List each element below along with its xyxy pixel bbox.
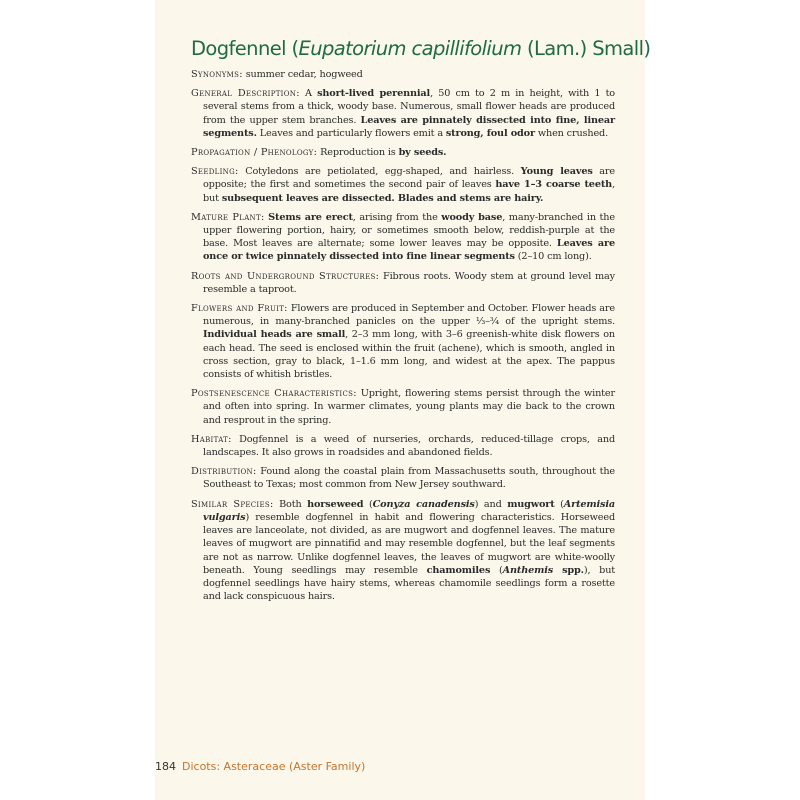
title-scientific-name: Eupatorium capillifolium [298, 37, 522, 60]
entry-emphasis: strong, foul odor [445, 127, 535, 139]
entry-text: Reproduction is [317, 147, 399, 159]
species-description [191, 68, 615, 609]
entry-text: Leaves and particularly flowers emit a [256, 127, 446, 139]
entry-mature-plant [191, 211, 615, 264]
entry-emphasis: woody base [441, 211, 503, 223]
entry-text: are opposite; the first and sometimes the second pair of leaves [203, 166, 615, 191]
title-authority: ( [521, 37, 535, 60]
page-number: 184 [155, 760, 176, 773]
title-common-name: Dogfennel ( [191, 37, 299, 60]
entry-text: ( [490, 564, 503, 576]
entry-postsenescence [191, 387, 615, 427]
entry-seedling [191, 165, 615, 205]
entry-text: ) resemble dogfennel in habit and flowering characteristics. Horseweed leaves are lanceolate, not divided, as are mugwort and dogfennel leaves. The mature leaves of mugwort are pinnatifid and may resemble dogfennel, but the leaf segments are not as narrow. Unlike dogfennel leaves, the leaves of mugwort are white-woolly beneath. Young seedlings may resemble [203, 511, 615, 576]
entry-text: (2–10 cm long). [514, 251, 592, 263]
entry-emphasis: chamomiles [426, 564, 491, 576]
entry-heading: Propagation / Phenology: [191, 147, 318, 159]
entry-text: Dogfennel is a weed of nurseries, orchards, reduced-tillage crops, and landscapes. It also grows in roadsides and abandoned fields. [203, 433, 615, 459]
entry-heading: Distribution: [191, 466, 257, 478]
entry-emphasis: spp. [553, 564, 584, 576]
entry-emphasis: mugwort [507, 498, 555, 510]
entry-heading: Roots and Underground Structures: [191, 270, 380, 282]
entry-habitat [191, 433, 615, 459]
entry-heading: Synonyms: [191, 69, 243, 80]
entry-text: Cotyledons are petiolated, egg-shaped, and hairless. [238, 166, 521, 178]
entry-heading: Flowers and Fruit: [191, 303, 288, 315]
entry-text: when crushed. [534, 127, 609, 139]
entry-text: Flowers are produced in September and October. Flower heads are numerous, in many-branched panicles on the upper ⅓–¾ of the upright stems. [203, 303, 615, 328]
title-authority-name: Lam.) Small) [534, 37, 651, 60]
species-name: Anthemis [502, 564, 554, 576]
entry-emphasis: subsequent leaves are dissected. Blades and stems are hairy. [221, 192, 544, 204]
entry-emphasis: Individual heads are small [203, 329, 346, 341]
entry-emphasis: Leaves are once or twice pinnately dissected into fine linear segments [203, 238, 615, 263]
entry-text: ( [554, 498, 564, 510]
entry-text: , 50 cm to 2 m in height, with 1 to several stems from a thick, woody base. Numerous, small flower heads are produced from the upper stem branches. [203, 88, 615, 126]
entry-text: Found along the coastal plain from Massachusetts south, throughout the Southeast to Texas; most common from New Jersey southward. [203, 466, 615, 491]
entry-emphasis: Stems are erect [268, 211, 353, 223]
entry-flowers-and-fruit [191, 302, 615, 381]
entry-general-description [191, 87, 615, 140]
running-section-title: Dicots: Asteraceae (Aster Family) [182, 760, 366, 773]
entry-emphasis: short-lived perennial [317, 88, 431, 100]
entry-text: , but [203, 179, 615, 204]
entry-distribution [191, 465, 615, 491]
entry-text: summer cedar, hogweed [242, 69, 363, 80]
entry-text: ( [363, 498, 373, 510]
entry-text: Upright, flowering stems persist through the winter and often into spring. In warmer climates, young plants may die back to the crown and resprout in the spring. [203, 388, 615, 426]
species-title [191, 36, 651, 62]
entry-heading: Similar Species: [191, 498, 274, 510]
entry-heading: Seedling: [191, 166, 239, 178]
entry-synonyms [191, 68, 615, 81]
entry-emphasis: Leaves are pinnately dissected into fine, linear segments. [203, 114, 615, 139]
entry-text: , 2–3 mm long, with 3–6 greenish-white disk flowers on each head. The seed is enclosed within the fruit (achene), which is smooth, angled in cross section, gray to black, 1–1.6 mm long, and widest at the apex. The pappus consists of whitish bristles. [203, 329, 615, 381]
entry-text: Fibrous roots. Woody stem at ground level may resemble a taproot. [203, 270, 615, 295]
species-name: Artemisia vulgaris [203, 498, 616, 523]
entry-emphasis: Young leaves [520, 166, 593, 178]
book-page [155, 0, 651, 800]
entry-heading: Postsenescence Characteristics: [191, 388, 357, 400]
entry-propagation [191, 146, 615, 159]
entry-text: Both [273, 498, 308, 510]
entry-emphasis: by seeds. [398, 147, 447, 159]
entry-heading: General Description: [191, 88, 300, 100]
entry-emphasis: horseweed [307, 498, 364, 510]
entry-roots [191, 270, 615, 296]
entry-similar-species [191, 498, 615, 604]
entry-heading: Habitat: [191, 433, 232, 445]
entry-text: ), but dogfennel seedlings have hairy stems, whereas chamomile seedlings form a rosette and lack conspicuous hairs. [203, 564, 616, 603]
species-name: Conyza canadensis [372, 498, 475, 510]
entry-text: , many-branched in the upper flowering portion, hairy, or sometimes smooth below, reddish-purple at the base. Most leaves are alternate; some lower leaves may be opposite. [203, 211, 615, 250]
entry-heading: Mature Plant: [191, 211, 265, 223]
entry-text: A [299, 88, 318, 100]
page-footer [155, 760, 365, 773]
entry-emphasis: have 1–3 coarse teeth [495, 179, 613, 191]
entry-text: , arising from the [352, 211, 442, 223]
entry-text: ) and [474, 498, 508, 510]
